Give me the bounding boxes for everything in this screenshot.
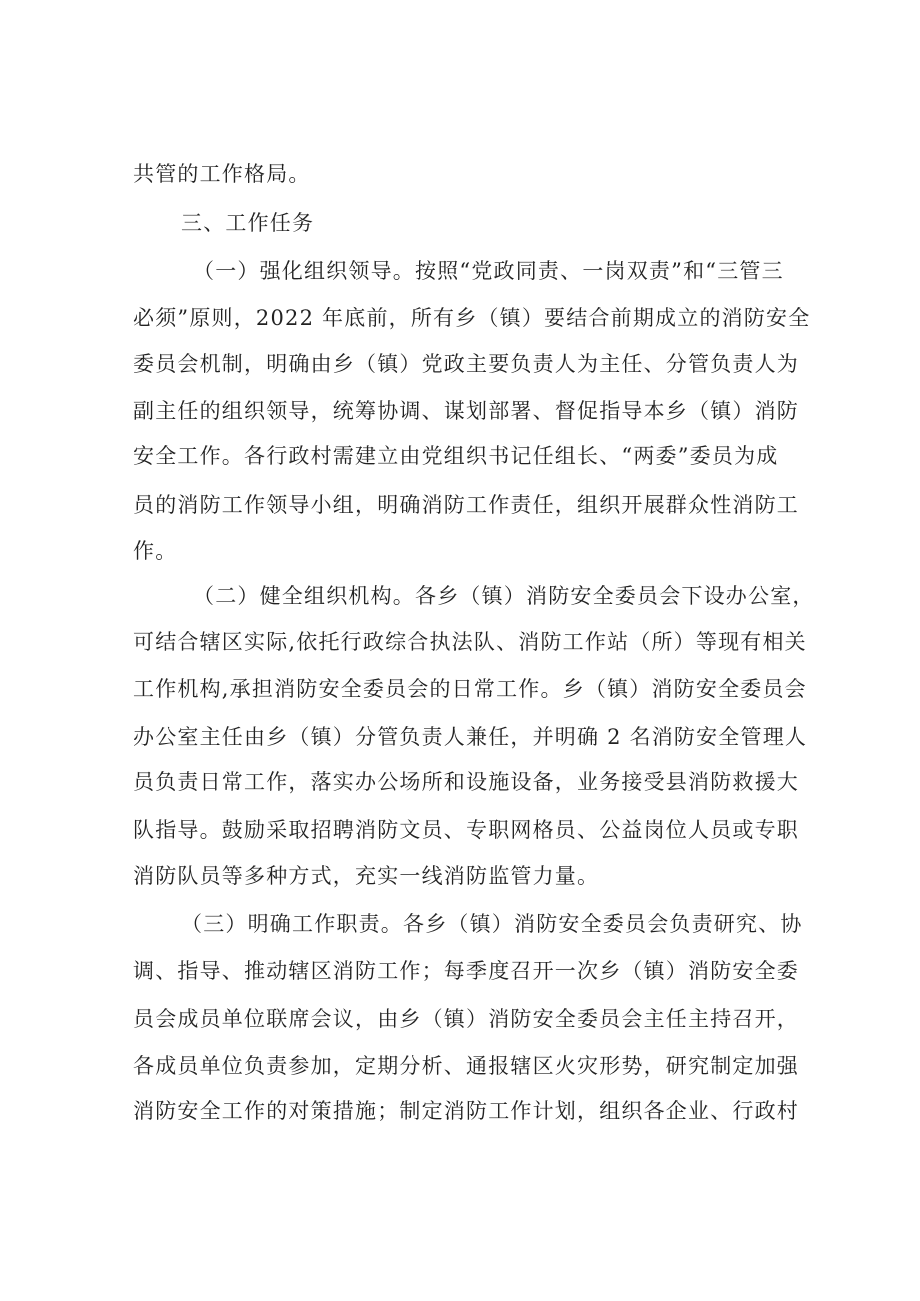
paragraph-2-line: 可结合辖区实际,依托行政综合执法队、消防工作站（所）等现有相关 [133, 630, 807, 654]
paragraph-2-line: 办公室主任由乡（镇）分管负责人兼任，并明确 2 名消防安全管理人 [133, 725, 808, 749]
section-heading: 三、工作任务 [181, 211, 315, 235]
paragraph-1-line: （一）强化组织领导。按照“党政同责、一岗双责”和“三管三 [193, 259, 784, 283]
paragraph-1-line: 副主任的组织领导，统筹协调、谋划部署、督促指导本乡（镇）消防 [133, 399, 799, 423]
paragraph-2-line: 员负责日常工作，落实办公场所和设施设备，业务接受县消防救援大 [133, 770, 799, 794]
paragraph-2-line: （二）健全组织机构。各乡（镇）消防安全委员会下设办公室， [193, 584, 815, 608]
paragraph-3-line: （三）明确工作职责。各乡（镇）消防安全委员会负责研究、协 [181, 912, 803, 936]
paragraph-3-line: 消防安全工作的对策措施；制定消防工作计划，组织各企业、行政村 [133, 1099, 799, 1123]
paragraph-1-line: 委员会机制，明确由乡（镇）党政主要负责人为主任、分管负责人为 [133, 352, 799, 376]
text-line-closing: 共管的工作格局。 [133, 162, 311, 186]
paragraph-3-line: 调、指导、推动辖区消防工作；每季度召开一次乡（镇）消防安全委 [133, 959, 799, 983]
paragraph-2-line: 工作机构,承担消防安全委员会的日常工作。乡（镇）消防安全委员会 [133, 677, 807, 701]
paragraph-1-line: 员的消防工作领导小组，明确消防工作责任，组织开展群众性消防工 [133, 493, 799, 517]
paragraph-2-line: 队指导。鼓励采取招聘消防文员、专职网格员、公益岗位人员或专职 [133, 818, 799, 842]
paragraph-2-line: 消防队员等多种方式，充实一线消防监管力量。 [133, 864, 600, 888]
paragraph-3-line: 各成员单位负责参加，定期分析、通报辖区火灾形势，研究制定加强 [133, 1054, 799, 1078]
paragraph-1-line: 必须”原则，2022 年底前，所有乡（镇）要结合前期成立的消防安全 [133, 306, 811, 330]
paragraph-1-line: 安全工作。各行政村需建立由党组织书记任组长、“两委”委员为成 [133, 444, 779, 468]
paragraph-3-line: 员会成员单位联席会议，由乡（镇）消防安全委员会主任主持召开， [133, 1007, 799, 1031]
paragraph-1-line: 作。 [133, 539, 178, 563]
